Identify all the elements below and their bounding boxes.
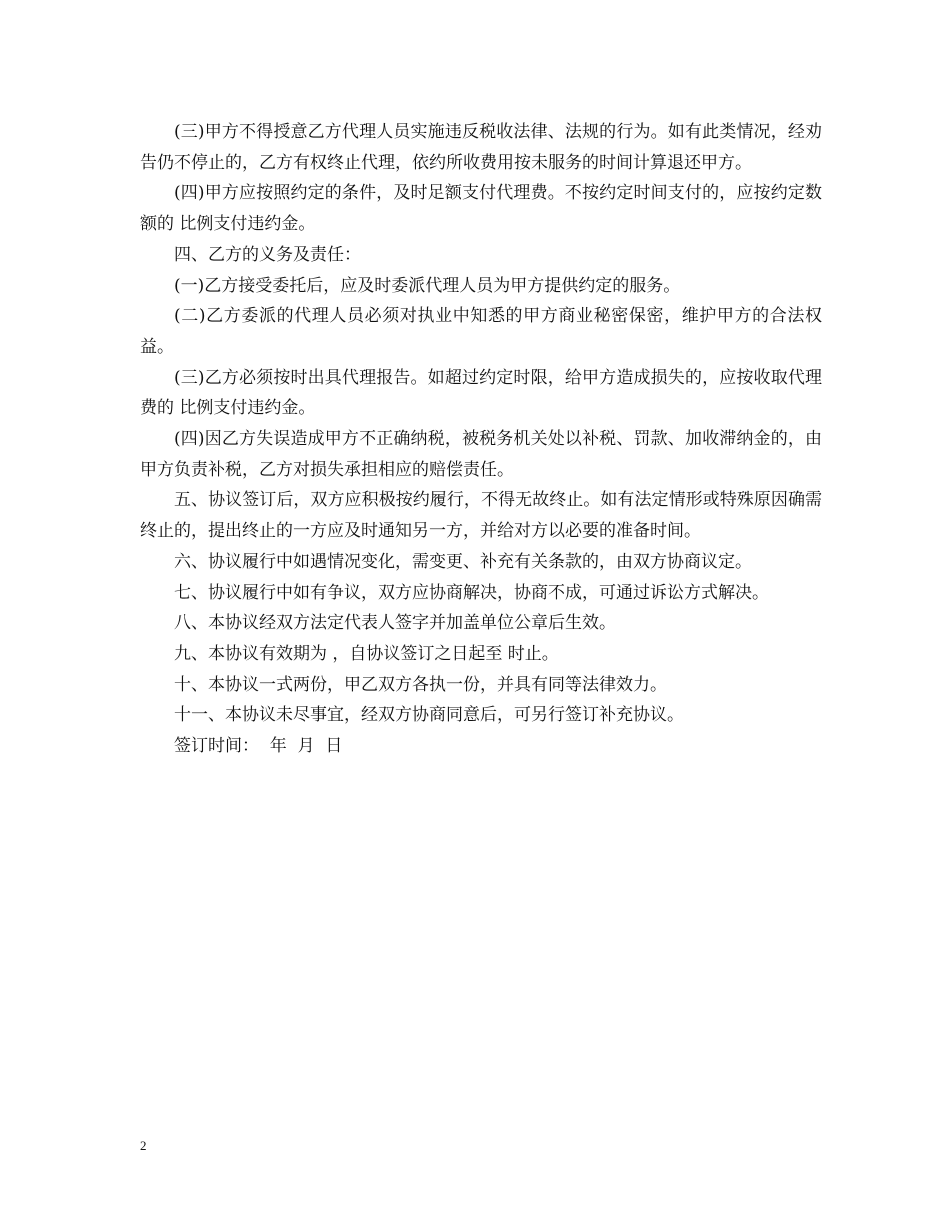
- paragraph-party-a-payment: (四)甲方应按照约定的条件，及时足额支付代理费。不按约定时间支付的，应按约定数额的 比例支付违约金。: [140, 183, 822, 235]
- paragraph-party-b-liability: (四)因乙方失误造成甲方不正确纳税，被税务机关处以补税、罚款、加收滞纳金的，由甲方负责补税，乙方对损失承担相应的赔偿责任。: [140, 429, 822, 480]
- clause-six-amendment: 六、协议履行中如遇情况变化，需变更、补充有关条款的，由双方协商议定。: [174, 551, 752, 572]
- clause-five-performance: 五、协议签订后，双方应积极按约履行，不得无故终止。如有法定情形或特殊原因确需终止的，提出终止的一方应及时通知另一方，并给对方以必要的准备时间。: [140, 490, 822, 542]
- paragraph-party-b-assign-staff: (一)乙方接受委托后，应及时委派代理人员为甲方提供约定的服务。: [174, 275, 681, 296]
- paragraph-party-b-confidentiality: (二)乙方委派的代理人员必须对执业中知悉的甲方商业秘密保密，维护甲方的合法权益。: [140, 306, 822, 357]
- paragraph-party-a-no-illegal-instruction: (三)甲方不得授意乙方代理人员实施违反税收法律、法规的行为。如有此类情况，经劝告仍不停止的，乙方有权终止代理，依约所收费用按未服务的时间计算退还甲方。: [140, 122, 822, 173]
- clause-seven-disputes: 七、协议履行中如有争议，双方应协商解决，协商不成，可通过诉讼方式解决。: [174, 582, 769, 603]
- clause-nine-validity-period: 九、本协议有效期为 ，自协议签订之日起至 时止。: [174, 643, 559, 664]
- section-heading-party-b-obligations: 四、乙方的义务及责任：: [174, 244, 361, 265]
- document-body: [140, 117, 822, 762]
- signing-date-line: 签订时间： 年 月 日: [174, 736, 343, 757]
- clause-ten-copies: 十、本协议一式两份，甲乙双方各执一份，并具有同等法律效力。: [174, 674, 667, 695]
- clause-eleven-supplement: 十一、本协议未尽事宜，经双方协商同意后，可另行签订补充协议。: [174, 705, 684, 726]
- clause-eight-effectiveness: 八、本协议经双方法定代表人签字并加盖单位公章后生效。: [174, 613, 616, 634]
- paragraph-party-b-report-deadline: (三)乙方必须按时出具代理报告。如超过约定时限，给甲方造成损失的，应按收取代理费的 比例支付违约金。: [140, 367, 822, 419]
- page-number: 2: [140, 1138, 147, 1153]
